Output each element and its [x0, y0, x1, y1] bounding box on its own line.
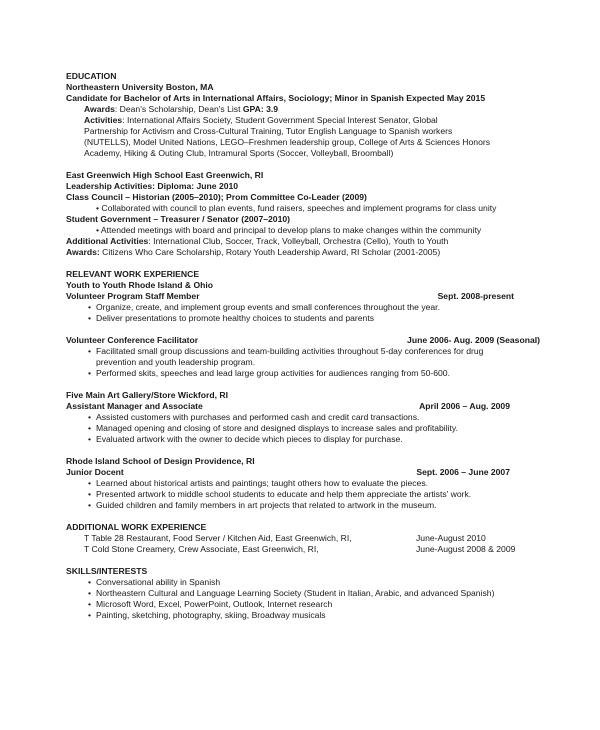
awards-label: Awards — [84, 104, 115, 114]
job4-date: Sept. 2006 – June 2007 — [416, 467, 510, 477]
org1-line: Youth to Youth Rhode Island & Ohio — [66, 280, 214, 290]
additional-activities-label: Additional Activities — [66, 236, 149, 246]
org3-line: Rhode Island School of Design Providence, RI — [66, 456, 255, 466]
job1-title: Volunteer Program Staff Member — [66, 291, 200, 301]
student-gov-line: Student Government – Treasurer / Senator (2007–2010) — [66, 214, 291, 224]
awards-value: : Dean's Scholarship, Dean's List — [114, 104, 243, 114]
additional-row-1 — [66, 544, 540, 555]
job2-bullet-0: • Facilitated small group discussions and team-building activities throughout 5-day conferences for drug — [88, 346, 484, 356]
additional-row-1-left: T Cold Stone Creamery, Crew Associate, East Greenwich, RI, — [84, 544, 319, 554]
activities-line-0: : International Affairs Society, Student Government Special Interest Senator, Global — [122, 115, 438, 125]
job3-date: April 2006 – Aug. 2009 — [419, 401, 510, 411]
hs-awards-line — [66, 247, 540, 258]
education-heading: EDUCATION — [66, 71, 117, 81]
job1-date: Sept. 2008-present — [437, 291, 514, 301]
job3-bullet-2: • Evaluated artwork with the owner to decide which pieces to display for purchase. — [88, 434, 403, 444]
job3-header — [66, 401, 540, 412]
high-school-line: East Greenwich High School East Greenwich, RI — [66, 170, 264, 180]
job2-header — [66, 335, 540, 346]
additional-activities-value: : International Club, Soccer, Track, Volleyball, Orchestra (Cello), Youth to Youth — [148, 236, 449, 246]
job4-title: Junior Docent — [66, 467, 124, 477]
university-line: Northeastern University Boston, MA — [66, 82, 214, 92]
gpa-label: GPA: 3.9 — [242, 104, 279, 114]
activities-line-2: (NUTELLS), Model United Nations, LEGO–Freshmen leadership group, College of Arts & Sciences Honors — [84, 137, 491, 147]
org2-line: Five Main Art Gallery/Store Wickford, RI — [66, 390, 228, 400]
class-council-line: Class Council – Historian (2005–2010); Prom Committee Co-Leader (2009) — [66, 192, 367, 202]
additional-row-0-left: T Table 28 Restaurant, Food Server / Kitchen Aid, East Greenwich, RI, — [84, 533, 352, 543]
skill-item-3: • Painting, sketching, photography, skiing, Broadway musicals — [88, 610, 326, 620]
activities-line-3: Academy, Hiking & Outing Club, Intramural Sports (Soccer, Volleyball, Broomball) — [84, 148, 394, 158]
job4-bullet-0: • Learned about historical artists and paintings; taught others how to evaluate the pieces. — [88, 478, 429, 488]
collab-bullet: • Collaborated with council to plan events, fund raisers, speeches and implement programs for class unity — [96, 203, 497, 213]
job2-date: June 2006- Aug. 2009 (Seasonal) — [407, 335, 540, 345]
job1-bullet-0: • Organize, create, and implement group events and small conferences throughout the year. — [88, 302, 440, 312]
attended-bullet: • Attended meetings with board and principal to develop plans to make changes within the community — [96, 225, 482, 235]
additional-row-0 — [66, 533, 540, 544]
job3-bullet-0: • Assisted customers with purchases and performed cash and credit card transactions. — [88, 412, 420, 422]
additional-heading: ADDITIONAL WORK EXPERIENCE — [66, 522, 207, 532]
job3-bullet-1: • Managed opening and closing of store and designed displays to increase sales and profitability. — [88, 423, 458, 433]
work-heading: RELEVANT WORK EXPERIENCE — [66, 269, 200, 279]
degree-line: Candidate for Bachelor of Arts in International Affairs, Sociology; Minor in Spanish Expected May 2015 — [66, 93, 486, 103]
leadership-line: Leadership Activities: Diploma: June 2010 — [66, 181, 239, 191]
job4-bullet-1: • Presented artwork to middle school students to educate and help them appreciate the artists' work. — [88, 489, 472, 499]
skill-item-1: • Northeastern Cultural and Language Learning Society (Student in Italian, Arabic, and advanced Spanish) — [88, 588, 495, 598]
hs-awards-label: Awards: — [66, 247, 100, 257]
hs-awards-value: Citizens Who Care Scholarship, Rotary Youth Leadership Award, RI Scholar (2001-2005) — [99, 247, 441, 257]
additional-row-0-right: June-August 2010 — [416, 533, 486, 543]
job2-title: Volunteer Conference Facilitator — [66, 335, 199, 345]
skill-item-0: • Conversational ability in Spanish — [88, 577, 221, 587]
activities-line-1: Partnership for Activism and Cross-Cultural Training, Tutor English Language to Spanish workers — [84, 126, 453, 136]
activities-label: Activities — [84, 115, 123, 125]
additional-activities-line — [66, 236, 540, 247]
job4-header — [66, 467, 540, 478]
awards-line — [66, 104, 540, 115]
job1-header — [66, 291, 540, 302]
skills-heading: SKILLS/INTERESTS — [66, 566, 148, 576]
job3-title: Assistant Manager and Associate — [66, 401, 203, 411]
additional-row-1-right: June-August 2008 & 2009 — [416, 544, 516, 554]
skill-item-2: • Microsoft Word, Excel, PowerPoint, Outlook, Internet research — [88, 599, 333, 609]
job2-bullet-0-cont: prevention and youth leadership program. — [96, 357, 256, 367]
job4-bullet-2: • Guided children and family members in art projects that related to artwork in the museum. — [88, 500, 437, 510]
job2-bullet-1: • Performed skits, speeches and lead large group activities for audiences ranging from 50-600. — [88, 368, 450, 378]
job1-bullet-1: • Deliver presentations to promote healthy choices to students and parents — [88, 313, 375, 323]
activities-line — [66, 115, 540, 126]
